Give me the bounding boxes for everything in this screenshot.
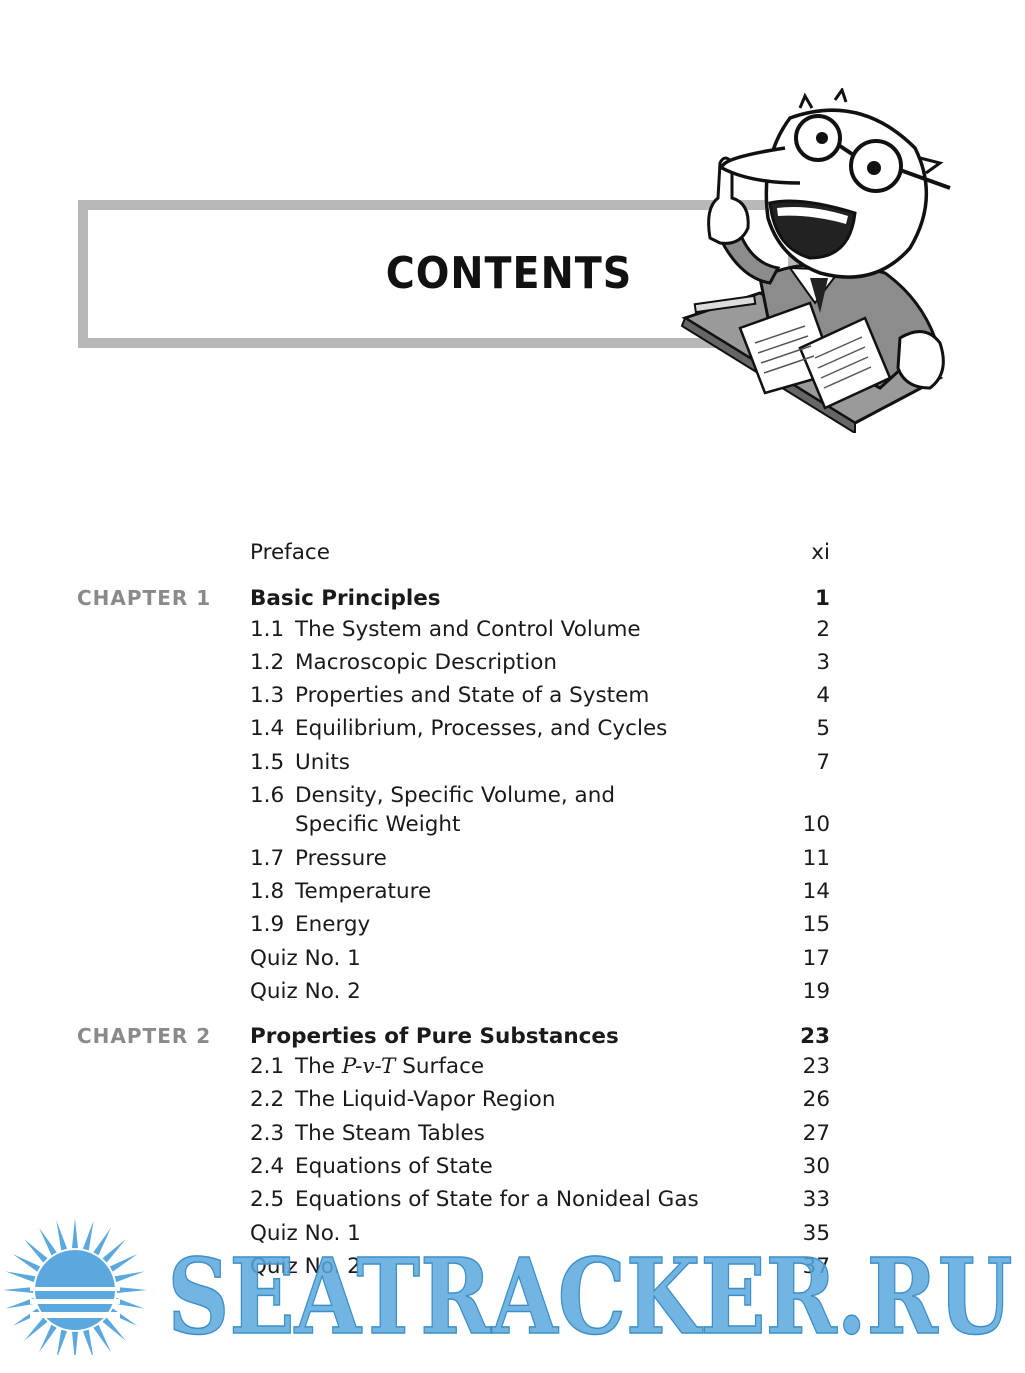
- section-title: Energy: [295, 912, 371, 937]
- section-page: 27: [802, 1121, 830, 1146]
- section-title: [295, 1054, 484, 1079]
- section-title: Pressure: [295, 846, 387, 871]
- section-number: 1.3: [250, 683, 285, 708]
- section-page: 2: [816, 617, 830, 642]
- sun-ray: [115, 1271, 145, 1282]
- chapter-label: CHAPTER 1: [77, 586, 212, 610]
- section-number: 1.9: [250, 912, 285, 937]
- quiz-title: Quiz No. 2: [250, 1254, 361, 1279]
- section-number: 2.1: [250, 1054, 285, 1079]
- section-title: Temperature: [295, 879, 432, 904]
- watermark-text: SEATRACKER.RU: [167, 1235, 1013, 1355]
- section-title: Equilibrium, Processes, and Cycles: [295, 716, 668, 741]
- section-title-suffix: Surface: [395, 1054, 485, 1079]
- quiz-page: 37: [802, 1254, 830, 1279]
- sun-ray: [24, 1317, 47, 1340]
- section-number: 1.5: [250, 750, 285, 775]
- chapter-page: 23: [800, 1024, 830, 1049]
- professor-cartoon-illustration: [650, 88, 970, 433]
- section-page: 4: [816, 683, 830, 708]
- sun-ray: [72, 1332, 78, 1355]
- section-page: 5: [816, 716, 830, 741]
- section-number: 2.4: [250, 1154, 285, 1179]
- section-page: 7: [816, 750, 830, 775]
- section-number: 2.2: [250, 1087, 285, 1112]
- section-title: Properties and State of a System: [295, 683, 650, 708]
- section-title-italic: P-v-T: [341, 1054, 396, 1079]
- section-title: Equations of State for a Nonideal Gas: [295, 1187, 699, 1212]
- sun-ray: [56, 1220, 67, 1250]
- sun-ray: [5, 1271, 35, 1282]
- section-title: Density, Specific Volume, and: [295, 783, 616, 808]
- section-title: The Liquid-Vapor Region: [295, 1087, 556, 1112]
- section-title-prefix: The: [295, 1054, 342, 1079]
- section-number: 1.8: [250, 879, 285, 904]
- quiz-page: 35: [802, 1221, 830, 1246]
- chapter-label: CHAPTER 2: [77, 1024, 212, 1048]
- sun-ray: [24, 1239, 47, 1262]
- section-number: 1.7: [250, 846, 285, 871]
- preface-title: Preface: [250, 540, 330, 565]
- sun-ray: [83, 1220, 94, 1250]
- section-number: 2.5: [250, 1187, 285, 1212]
- section-number: 1.2: [250, 650, 285, 675]
- section-page: 30: [802, 1154, 830, 1179]
- sun-ray: [102, 1317, 125, 1340]
- chapter-title: Properties of Pure Substances: [250, 1024, 619, 1049]
- sun-ray: [39, 1325, 57, 1353]
- page-title: CONTENTS: [385, 248, 633, 299]
- section-page: 23: [802, 1054, 830, 1079]
- quiz-title: Quiz No. 2: [250, 979, 361, 1004]
- sun-ray: [3, 1287, 33, 1293]
- quiz-page: 17: [802, 946, 830, 971]
- sun-ray: [39, 1228, 57, 1256]
- sun-ray: [102, 1239, 125, 1262]
- quiz-title: Quiz No. 1: [250, 1221, 361, 1246]
- section-title: Macroscopic Description: [295, 650, 557, 675]
- section-title: The System and Control Volume: [295, 617, 641, 642]
- section-title-line-2: Specific Weight: [295, 812, 461, 837]
- quiz-title: Quiz No. 1: [250, 946, 361, 971]
- sun-logo-icon: [3, 1218, 147, 1355]
- section-title: Units: [295, 750, 350, 775]
- chapter-page: 1: [815, 586, 830, 611]
- quiz-page: 19: [802, 979, 830, 1004]
- chapter-title: Basic Principles: [250, 586, 441, 611]
- sun-ray: [93, 1325, 111, 1353]
- section-number: 2.3: [250, 1121, 285, 1146]
- section-number: 1.4: [250, 716, 285, 741]
- sun-ray: [13, 1254, 41, 1272]
- section-number: 1.1: [250, 617, 285, 642]
- preface-page: xi: [811, 540, 830, 565]
- sun-ray: [110, 1254, 138, 1272]
- section-page: 3: [816, 650, 830, 675]
- sun-ray: [117, 1287, 147, 1293]
- sun-ray: [83, 1330, 94, 1355]
- section-title: Equations of State: [295, 1154, 493, 1179]
- section-page: 15: [802, 912, 830, 937]
- section-page: 33: [802, 1187, 830, 1212]
- section-number: 1.6: [250, 783, 285, 808]
- sun-ray: [72, 1218, 78, 1248]
- section-page: 26: [802, 1087, 830, 1112]
- sun-ray: [93, 1228, 111, 1256]
- section-page: 11: [802, 846, 830, 871]
- section-page: 14: [802, 879, 830, 904]
- sun-ray: [56, 1330, 67, 1355]
- seatracker-watermark: [0, 1215, 1025, 1355]
- section-title: The Steam Tables: [295, 1121, 485, 1146]
- section-page: 10: [802, 812, 830, 837]
